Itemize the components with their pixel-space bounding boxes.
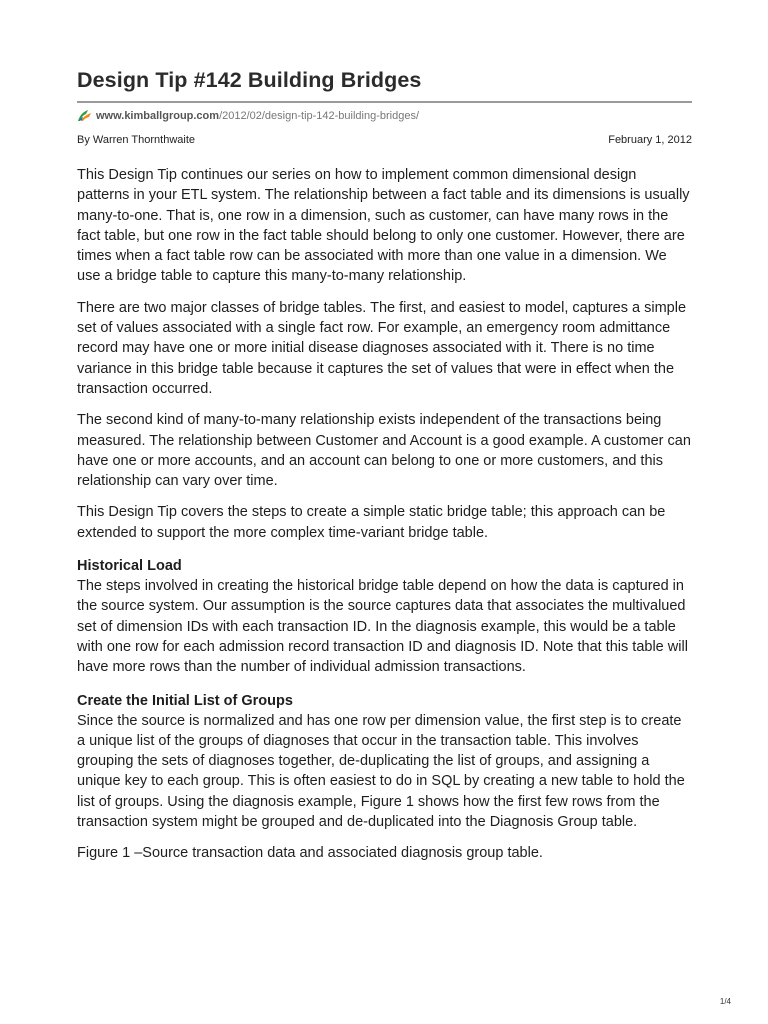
author: By Warren Thornthwaite xyxy=(77,134,195,146)
url-host[interactable]: www.kimballgroup.com xyxy=(96,109,220,122)
figure-caption: Figure 1 –Source transaction data and associated diagnosis group table. xyxy=(77,845,543,862)
section-body: The steps involved in creating the historical bridge table depend on how the data is captured in the source system. Our assumption is the source captures data that associates the multivalued set of dimension IDs with each transaction ID. In the diagnosis example, this would be a table with one row for each admission record transaction ID and diagnosis ID. Note that this table will have more rows than the number of individual admission transactions. xyxy=(77,578,688,676)
document-title: Design Tip #142 Building Bridges xyxy=(77,68,422,92)
publish-date: February 1, 2012 xyxy=(608,134,692,146)
paragraph: The second kind of many-to-many relationship exists independent of the transactions being measured. The relationship between Customer and Account is a good example. A customer can have one or more accounts, and an account can belong to one or more customers, and this relationship can vary over time. xyxy=(77,412,691,490)
page-number: 1/4 xyxy=(719,997,731,1006)
kimball-favicon-icon xyxy=(77,109,92,122)
document-page xyxy=(77,66,692,864)
paragraph: This Design Tip continues our series on how to implement common dimensional design patterns in your ETL system. The relationship between a fact table and its dimensions is usually many-to-one. That is, one row in a dimension, such as customer, can have many rows in the fact table, but one row in the fact table should belong to only one customer. However, there are times when a fact table row can be associated with more than one value in a dimension. We use a bridge table to capture this many-to-many relationship. xyxy=(77,167,690,285)
section-body: Since the source is normalized and has one row per dimension value, the first step is to create a unique list of the groups of diagnoses that occur in the transaction table. This involves grouping the sets of diagnoses together, de-duplicating the list of groups, and assigning a unique key to each group. This is often easiest to do in SQL by creating a new table to hold the list of groups. Using the diagnosis example, Figure 1 shows how the first few rows from the transaction system might be grouped and de-duplicated into the Diagnosis Group table. xyxy=(77,712,685,831)
source-url[interactable] xyxy=(77,107,692,124)
section-heading: Create the Initial List of Groups xyxy=(77,692,293,709)
byline-row xyxy=(77,133,692,147)
paragraph: This Design Tip covers the steps to create a simple static bridge table; this approach can be extended to support the more complex time-variant bridge table. xyxy=(77,504,666,541)
title-divider xyxy=(77,101,692,103)
paragraph: There are two major classes of bridge tables. The first, and easiest to model, captures a simple set of values associated with a single fact row. For example, an emergency room admittance record may have one or more initial disease diagnoses associated with it. There is no time variance in this bridge table because it captures the set of values that were in effect when the transaction occurred. xyxy=(77,299,687,397)
section-heading: Historical Load xyxy=(77,558,182,575)
url-path[interactable]: /2012/02/design-tip-142-building-bridges/ xyxy=(219,109,420,122)
